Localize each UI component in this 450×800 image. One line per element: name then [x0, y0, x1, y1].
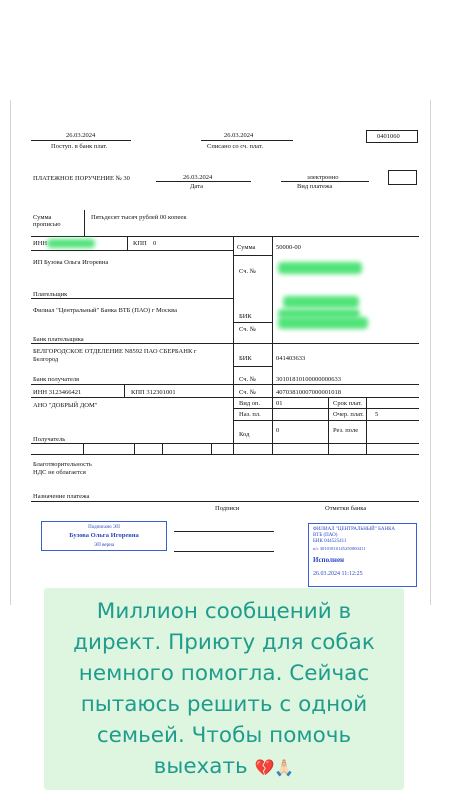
broken-heart-praying-hands-emoji: 💔🙏🏻 [254, 758, 295, 777]
divider [233, 322, 273, 323]
redaction-mark [47, 239, 95, 248]
label-bank-marks: Отметки банка [325, 505, 367, 512]
document-date: 26.03.2024 [183, 174, 213, 181]
form-code: 0401060 [377, 133, 400, 140]
label-bik: БИК [239, 355, 252, 362]
status-box [388, 170, 417, 185]
stamp-status: Исполнен [313, 556, 345, 564]
label-recipient-bank: Банк получателя [33, 376, 79, 383]
label-payment-type: Вид платежа [297, 183, 333, 190]
recipient-account: 40703810007000001018 [276, 389, 341, 396]
stamp-bank-corr-account: к/с 30101810145250000411 [313, 546, 366, 551]
label-account: Сч. № [239, 268, 256, 275]
label-debited: Списано со сч. плат. [207, 143, 263, 150]
label-inn: ИНН [33, 240, 48, 247]
caption-text [44, 596, 404, 783]
stamp-datetime: 26.03.2024 11:12:25 [313, 571, 363, 577]
redaction-mark [283, 296, 359, 308]
recipient-inn: ИНН 3123466421 [33, 389, 82, 396]
divider [211, 443, 212, 454]
recipient-bank: БЕЛГОРОДСКОЕ ОТДЕЛЕНИЕ N8592 ПАО СБЕРБАНК г [33, 348, 197, 355]
divider [233, 255, 273, 256]
stamp-signed-label: Подписано ЭП [88, 525, 120, 530]
caption-body: Миллион сообщений в директ. Приюту для собак немного помогла. Сейчас пытаюсь решить с одной семьей. Чтобы помочь выехать [73, 599, 375, 779]
stamp-bank-bik: БИК 044525411 [313, 539, 347, 544]
divider [201, 140, 293, 141]
recipient-name: АНО "ДОБРЫЙ ДОМ" [33, 402, 98, 409]
payment-purpose: НДС не облагается [33, 469, 86, 476]
date-received: 26.03.2024 [66, 132, 96, 139]
stamp-bank-name: ФИЛИАЛ "ЦЕНТРАЛЬНЫЙ" БАНКА [313, 527, 396, 532]
bank-stamp [308, 523, 417, 587]
divider [134, 443, 135, 454]
payer-bank: Филиал "Центральный" Банка ВТБ (ПАО) г Москва [33, 307, 177, 314]
order-value: 5 [375, 411, 379, 418]
label-code: Код [239, 431, 250, 438]
divider [281, 181, 369, 182]
signature-stamp [41, 521, 167, 551]
divider [162, 443, 163, 454]
divider [31, 501, 419, 502]
divider [84, 210, 85, 236]
redaction-mark [278, 262, 362, 274]
recipient-kpp: КПП 312301001 [131, 389, 176, 396]
label-account: Сч. № [239, 376, 256, 383]
bik-value: 041403633 [276, 355, 306, 362]
divider [233, 236, 234, 454]
divider [156, 181, 251, 182]
amount-words: Пятьдесят тысяч рублей 00 копеек [91, 214, 187, 221]
divider [272, 236, 273, 454]
divider [31, 343, 419, 344]
label-bik: БИК [239, 313, 252, 320]
divider [233, 366, 273, 367]
label-amount-words: Сумма [33, 214, 52, 221]
label-op-type: Вид оп. [239, 400, 261, 407]
payment-purpose: Благотворительность [33, 461, 92, 468]
date-debited: 26.03.2024 [224, 132, 254, 139]
payer-name: ИП Бузова Ольга Игоревна [33, 259, 109, 266]
payment-type: электронно [307, 174, 339, 181]
label-amount-words: прописью [33, 221, 61, 228]
payment-order-document [10, 100, 431, 605]
label-pay-term: Срок плат. [333, 400, 363, 407]
code-value: 0 [276, 427, 280, 434]
signature-line [174, 551, 274, 552]
sum-value: 50000-00 [276, 244, 301, 251]
document-title: ПЛАТЕЖНОЕ ПОРУЧЕНИЕ № 30 [33, 175, 130, 182]
divider [124, 384, 125, 398]
divider [31, 397, 419, 398]
label-sum: Сумма [237, 244, 256, 251]
label-recipient: Получатель [33, 436, 66, 443]
op-type-value: 01 [276, 400, 283, 407]
label-kpp: КПП [133, 240, 147, 247]
signature-line [174, 531, 274, 532]
stamp-signature-valid: ЭП верна [93, 543, 115, 548]
kpp-value: 0 [153, 240, 157, 247]
divider [233, 408, 419, 409]
divider [31, 250, 234, 251]
label-account: Сч. № [239, 389, 256, 396]
label-payer: Плательщик [33, 291, 68, 298]
divider [31, 454, 419, 455]
label-date: Дата [190, 183, 203, 190]
divider [127, 236, 128, 250]
label-purpose: Назначение платежа [33, 493, 90, 500]
stamp-signer-name: Бузова Ольга Игоревна [69, 532, 139, 539]
label-payer-bank: Банк плательщика [33, 336, 84, 343]
divider [31, 443, 419, 444]
divider [31, 384, 419, 385]
redaction-mark [278, 317, 368, 329]
caption-overlay [44, 588, 404, 790]
label-received: Поступ. в банк плат. [51, 143, 108, 150]
divider [233, 420, 419, 421]
label-signatures: Подписи [215, 505, 240, 512]
divider [83, 443, 84, 454]
label-account: Сч. № [239, 326, 256, 333]
divider [366, 397, 367, 454]
divider [31, 236, 419, 237]
divider [328, 397, 329, 454]
recipient-bank: Белгород [33, 356, 59, 363]
divider [31, 140, 131, 141]
label-order: Очер. плат. [333, 411, 364, 418]
stamp-bank-name: ВТБ (ПАО) [313, 533, 338, 538]
divider [31, 298, 234, 299]
corr-account: 30101810100000000633 [276, 376, 341, 383]
label-reserve: Рез. поле [333, 427, 359, 434]
label-purpose-code: Наз. пл. [239, 411, 261, 418]
